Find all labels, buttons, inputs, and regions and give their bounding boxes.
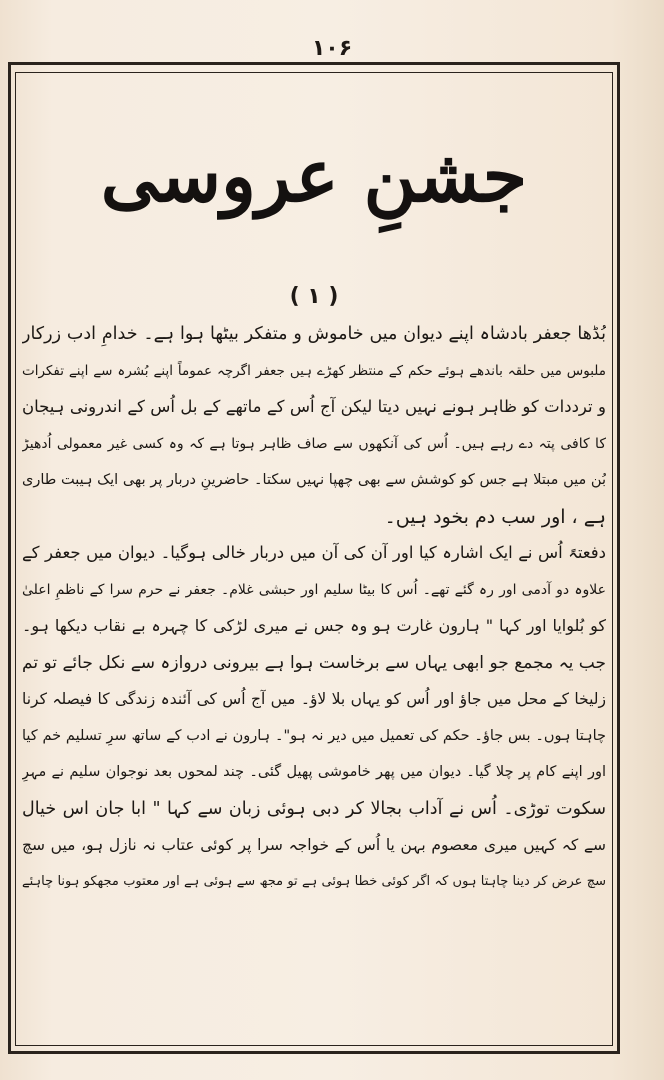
text-line: بُڈھا جعفر بادشاہ اپنے دیوان میں خاموش و متفکر بیٹھا ہوا ہے۔ خدامِ ادب زرکار bbox=[22, 324, 606, 344]
text-line: کا کافی پتہ دے رہے ہیں۔ اُس کی آنکھوں سے صاف ظاہر ہوتا ہے کہ وہ کسی غیر معمولی اُدھیڑ bbox=[22, 435, 606, 452]
text-line: سے کہ کہیں میری معصوم بہن یا اُس کے خواجہ سرا پر کوئی عتاب نہ نازل ہو، میں سچ bbox=[22, 836, 606, 854]
text-line: علاوہ دو آدمی اور رہ گئے تھے۔ اُس کا بیٹا سلیم اور حبشی غلام۔ جعفر نے حرم سرا کے ناظمِ اعلیٰ bbox=[22, 581, 606, 598]
text-line: سکوت توڑی۔ اُس نے آداب بجالا کر دبی ہوئی زبان سے کہا " ابا جان اس خیال bbox=[22, 798, 606, 819]
text-line: و ترددات کو ظاہر ہونے نہیں دیتا لیکن آج اُس کے ماتھے کے بل اُس کے اندرونی ہیجان bbox=[22, 397, 606, 416]
text-line: ملبوس میں حلقہ باندھے ہوئے حکم کے منتظر کھڑے ہیں جعفر اگرچہ عموماً اپنے بُشرہ سے اپنے تفکرات bbox=[22, 362, 606, 379]
section-number: ( ۱ ) bbox=[289, 284, 339, 309]
text-line: سچ عرض کر دینا چاہتا ہوں کہ اگر کوئی خطا ہوئی ہے تو مجھ سے ہوئی ہے اور معتوب مجھکو ہونا چاہئے bbox=[22, 873, 606, 889]
page-number: ۱۰۶ bbox=[311, 36, 353, 61]
body-text bbox=[22, 316, 606, 900]
text-line: دفعتہً اُس نے ایک اشارہ کیا اور آن کی آن میں دربار خالی ہوگیا۔ دیوان میں جعفر کے bbox=[22, 543, 606, 562]
text-line: زلیخا کے محل میں جاؤ اور اُس کو یہاں بلا لاؤ۔ میں آج اُس کی آئندہ زندگی کا فیصلہ کرنا bbox=[22, 690, 606, 708]
text-line: جب یہ مجمع جو ابھی یہاں سے برخاست ہوا ہے بیرونی دروازہ سے نکل جائے تو تم bbox=[22, 652, 606, 673]
text-line: چاہتا ہوں۔ بس جاؤ۔ حکم کی تعمیل میں دیر نہ ہو"۔ ہارون نے ادب کے ساتھ سرِ تسلیم خم کیا bbox=[22, 727, 606, 744]
text-line: بُن میں مبتلا ہے جس کو کوشش سے بھی چھپا نہیں سکتا۔ حاضرینِ دربار پر بھی ایک ہیبت طاری bbox=[22, 472, 606, 488]
text-line: ہے ، اور سب دم بخود ہیں۔ bbox=[384, 505, 606, 528]
text-line: اور اپنے کام پر چلا گیا۔ دیوان میں پھر خاموشی پھیل گئی۔ چند لمحوں بعد نوجوان سلیم نے مہرِ bbox=[22, 764, 606, 780]
chapter-title: جشنِ عروسی bbox=[100, 133, 528, 218]
text-line: کو بُلوایا اور کہا " ہارون غارت ہو وہ جس نے میری لڑکی کا چہرہ بے نقاب دیکھا ہو۔ bbox=[22, 616, 606, 635]
